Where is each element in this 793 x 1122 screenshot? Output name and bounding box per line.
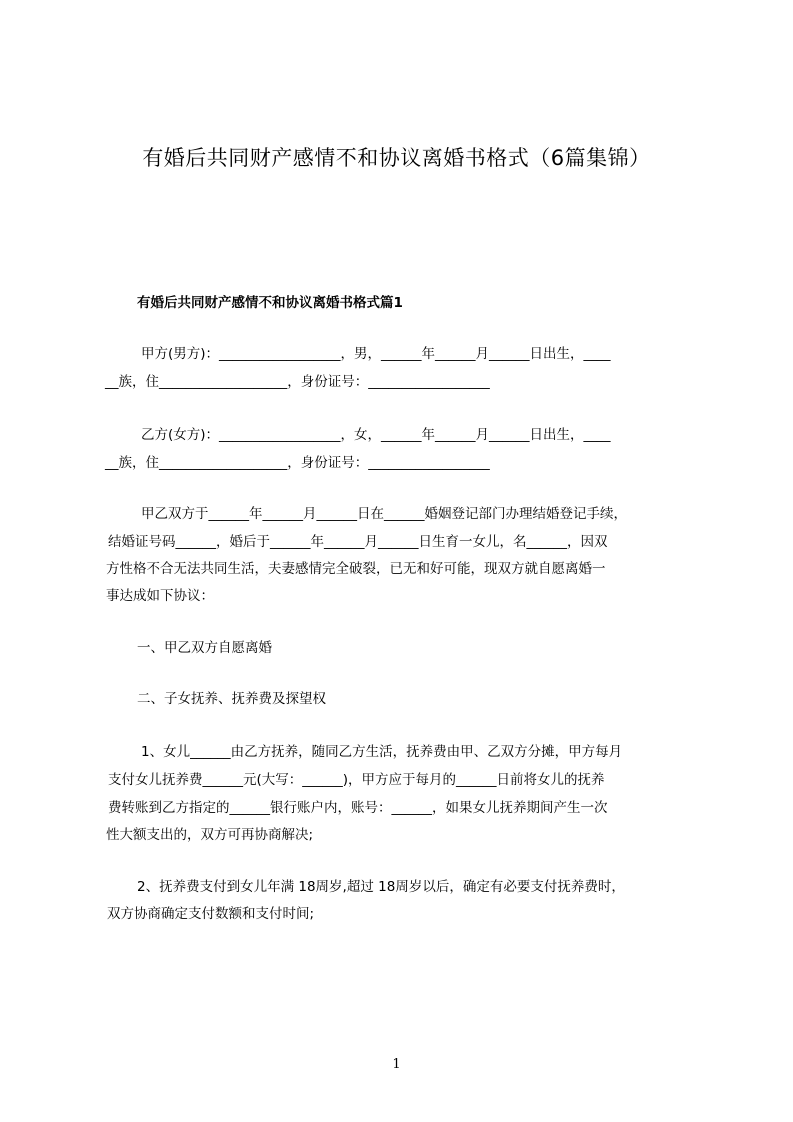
marriage-info-line-2: 结婚证号码______，婚后于______年______月______日生育一女儿，名______，因双 bbox=[108, 534, 608, 550]
section-title: 有婚后共同财产感情不和协议离婚书格式篇1 bbox=[137, 295, 403, 311]
item-1-line-1: 1、女儿______由乙方抚养，随同乙方生活，抚养费由甲、乙双方分摊，甲方每月 bbox=[141, 744, 623, 760]
party-b-line-1: 乙方(女方)：__________________，女，______年______月______日出生，____ bbox=[141, 427, 611, 443]
item-1-line-4: 性大额支出的，双方可再协商解决; bbox=[106, 827, 314, 843]
marriage-info-line-3: 方性格不合无法共同生活，夫妻感情完全破裂，已无和好可能，现双方就自愿离婚一 bbox=[106, 561, 606, 577]
item-1-line-2: 支付女儿抚养费______元(大写：______)，甲方应于每月的______日前将女儿的抚养 bbox=[108, 772, 605, 788]
clause-2: 二、子女抚养、抚养费及探望权 bbox=[137, 691, 326, 707]
item-2-line-1: 2、抚养费支付到女儿年满 18周岁,超过 18周岁以后，确定有必要支付抚养费时， bbox=[137, 879, 625, 895]
party-b-line-2: __族，住___________________，身份证号：__________________ bbox=[105, 455, 490, 471]
document-title: 有婚后共同财产感情不和协议离婚书格式（6篇集锦） bbox=[142, 146, 651, 170]
party-a-line-1: 甲方(男方)：__________________，男，______年______月______日出生，____ bbox=[141, 346, 611, 362]
party-a-line-2: __族，住___________________，身份证号：__________________ bbox=[105, 374, 490, 390]
page-number: 1 bbox=[392, 1057, 401, 1072]
clause-1: 一、甲乙双方自愿离婚 bbox=[137, 640, 272, 656]
item-2-line-2: 双方协商确定支付数额和支付时间; bbox=[107, 906, 315, 922]
marriage-info-line-4: 事达成如下协议： bbox=[106, 588, 214, 604]
marriage-info-line-1: 甲乙双方于______年______月______日在______婚姻登记部门办理结婚登记手续， bbox=[141, 506, 627, 522]
item-1-line-3: 费转账到乙方指定的______银行账户内，账号：______，如果女儿抚养期间产生一次 bbox=[108, 800, 608, 816]
